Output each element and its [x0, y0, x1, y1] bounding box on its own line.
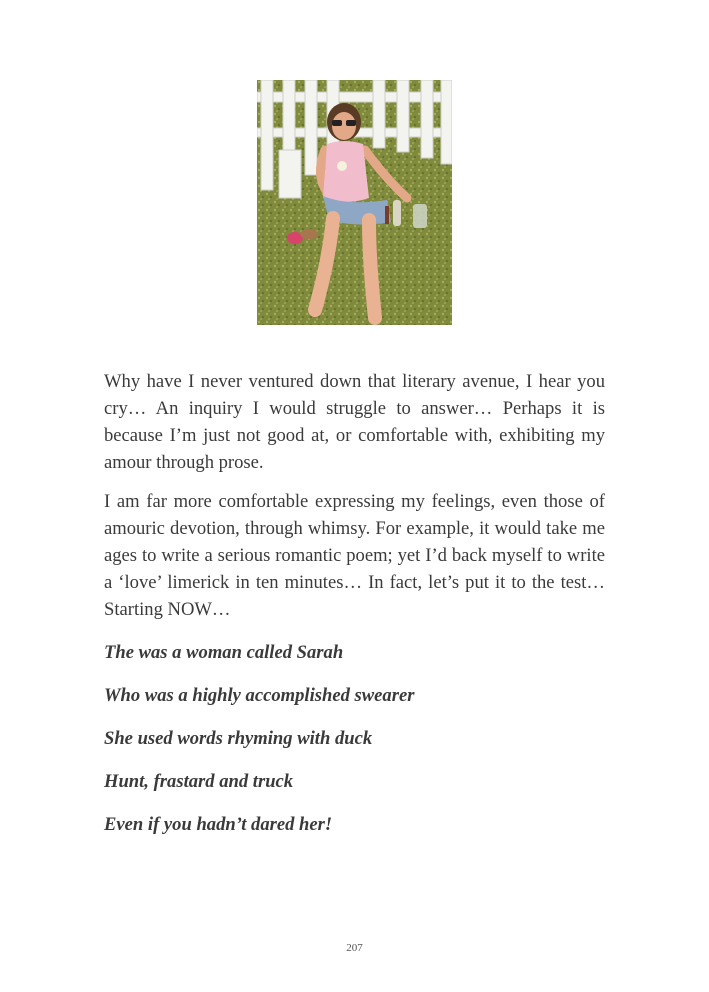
limerick-line: Hunt, frastard and truck	[104, 771, 294, 792]
photo-woman-sitting-on-lawn	[257, 80, 452, 325]
page-number: 207	[346, 942, 363, 954]
paragraph: I am far more comfortable expressing my feelings, even those of amouric devotion, through whimsy. For example, it would take me ages to write a serious romantic poem; yet I’d back myself to write a ‘love’ limerick in ten minutes… In fact, let’s put it to the test… Starting NOW…	[104, 491, 605, 620]
limerick-line: The was a woman called Sarah	[104, 642, 344, 663]
paragraph: Why have I never ventured down that literary avenue, I hear you cry… An inquiry I would struggle to answer… Perhaps it is because I’m just not good at, or comfortable with, exhibiting my amour through prose.	[104, 371, 605, 473]
limerick-line: Even if you hadn’t dared her!	[104, 814, 333, 835]
body-text	[104, 368, 605, 854]
limerick-line: She used words rhyming with duck	[104, 728, 373, 749]
limerick-line: Who was a highly accomplished swearer	[104, 685, 415, 706]
